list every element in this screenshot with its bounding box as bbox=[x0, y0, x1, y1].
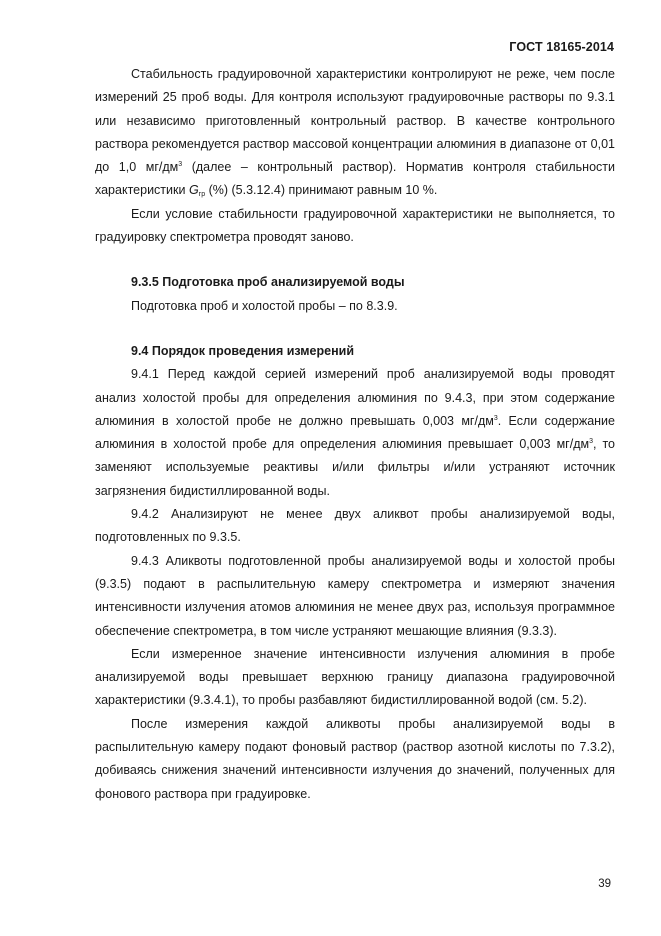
section-heading-9-4: 9.4 Порядок проведения измерений bbox=[131, 343, 355, 358]
section-heading-9-3-5: 9.3.5 Подготовка проб анализируемой воды bbox=[131, 275, 405, 290]
paragraph-background-solution: После измерения каждой аликвоты пробы анализируемой воды в распылительную камеру подают фоновый раствор (раствор азотной кислоты по 7.3.2), добиваясь снижения значений интенсивности излучения до значений, полученных для фонового раствора при градуировке. bbox=[95, 716, 615, 801]
paragraph-stability-check: Стабильность градуировочной характеристики контролируют не реже, чем после измерений 25 проб воды. Для контроля используют градуировочные растворы по 9.3.1 или независимо приготовленный контрольный раствор. В качестве контрольного раствора рекомендуется раствор массовой концентрации алюминия в диапазоне от 0,01 до 1,0 $мг/дм^3$ (далее – контрольный раствор). Норматив контроля стабильности характеристики $G_{гр}$ (%) (5.3.12.4) принимают равным 10 %. bbox=[95, 67, 615, 199]
paragraph-stability-fail: Если условие стабильности градуировочной характеристики не выполняется, то градуировку спектрометра проводят заново. bbox=[95, 206, 615, 245]
paragraph-9-4-3: 9.4.3 Аликвоты подготовленной пробы анализируемой воды и холостой пробы (9.3.5) подают в распылительную камеру спектрометра и измеряют значения интенсивности излучения атомов алюминия не менее двух раз, используя программное обеспечение спектрометра, в том числе устраняют мешающие влияния (9.3.3). bbox=[95, 553, 615, 638]
paragraph-exceed-range: Если измеренное значение интенсивности излучения алюминия в пробе анализируемой воды превышает верхнюю границу диапазона градуировочной характеристики (9.3.4.1), то пробы разбавляют бидистиллированной водой (см. 5.2). bbox=[95, 646, 615, 708]
standard-code: ГОСТ 18165-2014 bbox=[509, 40, 614, 54]
page-number: 39 bbox=[598, 878, 611, 890]
paragraph-9-4-2: 9.4.2 Анализируют не менее двух аликвот пробы анализируемой воды, подготовленных по 9.3.5. bbox=[95, 507, 615, 545]
paragraph-9-4-1: 9.4.1 Перед каждой серией измерений проб анализируемой воды проводят анализ холостой пробы для определения алюминия по 9.4.3, при этом содержание алюминия в холостой пробе не должно превышать 0,003 $мг/дм^3$. Если содержание алюминия в холостой пробе для определения алюминия превышает 0,003 $мг/дм^3$, то заменяют используемые реактивы и/или фильтры и/или устраняют источник загрязнения бидистиллированной воды. bbox=[95, 367, 615, 498]
page-body bbox=[95, 63, 615, 806]
paragraph-9-3-5: Подготовка проб и холостой пробы – по 8.3.9. bbox=[131, 298, 398, 313]
